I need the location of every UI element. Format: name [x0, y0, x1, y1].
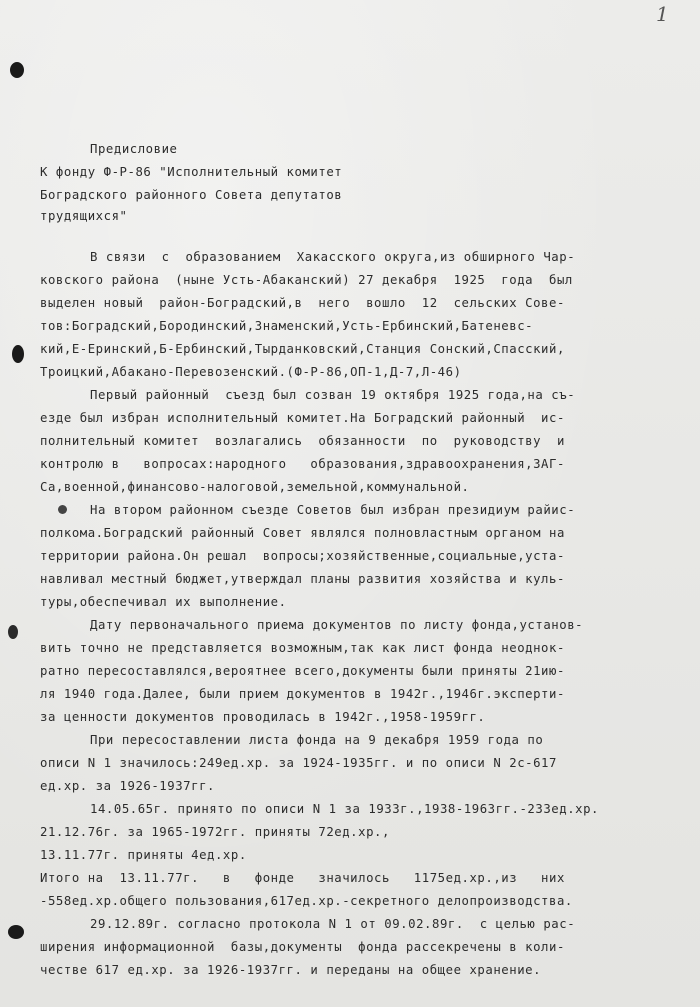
text-line: Итого на 13.11.77г. в фонде значилось 1175ед.хр.,из них: [40, 871, 565, 885]
heading-preface: Предисловие: [90, 142, 178, 156]
text-line: Дату первоначального приема документов по листу фонда,установ-: [90, 618, 584, 632]
punch-hole-mark: [8, 925, 24, 939]
text-line: выделен новый район-Боградский,в него вошло 12 сельских Сове-: [40, 296, 565, 310]
heading-line: Боградского районного Совета депутатов: [40, 188, 343, 202]
punch-hole-mark: [10, 62, 24, 78]
punch-hole-mark: [12, 345, 24, 363]
text-line: Первый районный съезд был созван 19 октября 1925 года,на съ-: [90, 388, 576, 402]
ink-spot-mark: [58, 505, 67, 514]
text-line: ковского района (ныне Усть-Абаканский) 27 декабря 1925 года был: [40, 273, 573, 287]
page-number: 1: [656, 2, 669, 26]
text-line: вить точно не представляется возможным,так как лист фонда неоднок-: [40, 641, 565, 655]
text-line: езде был избран исполнительный комитет.На Боградский районный ис-: [40, 411, 565, 425]
text-line: 14.05.65г. принято по описи N 1 за 1933г.,1938-1963гг.-233ед.хр.: [90, 802, 600, 816]
text-line: ширения информационной базы,документы фонда рассекречены в коли-: [40, 940, 565, 954]
text-line: -558ед.хр.общего пользования,617ед.хр.-секретного делопроизводства.: [40, 894, 573, 908]
text-line: контролю в вопросах:народного образования,здравоохранения,ЗАГ-: [40, 457, 565, 471]
text-line: В связи с образованием Хакасского округа,из обширного Чар-: [90, 250, 576, 264]
text-line: 13.11.77г. приняты 4ед.хр.: [40, 848, 247, 862]
heading-line: К фонду Ф-Р-86 "Исполнительный комитет: [40, 165, 343, 179]
text-line: При пересоставлении листа фонда на 9 декабря 1959 года по: [90, 733, 544, 747]
text-line: за ценности документов проводилась в 1942г.,1958-1959гг.: [40, 710, 486, 724]
text-line: ратно пересоставлялся,вероятнее всего,документы были приняты 21ию-: [40, 664, 565, 678]
text-line: туры,обеспечивал их выполнение.: [40, 595, 287, 609]
text-line: ля 1940 года.Далее, были прием документов в 1942г.,1946г.эксперти-: [40, 687, 565, 701]
punch-hole-mark: [8, 625, 18, 639]
text-line: полнительный комитет возлагались обязанности по руководству и: [40, 434, 565, 448]
heading-line: трудящихся": [40, 209, 128, 223]
text-line: Са,военной,финансово-налоговой,земельной,коммунальной.: [40, 480, 470, 494]
text-line: описи N 1 значилось:249ед.хр. за 1924-1935гг. и по описи N 2с-617: [40, 756, 557, 770]
text-line: честве 617 ед.хр. за 1926-1937гг. и переданы на общее хранение.: [40, 963, 542, 977]
text-line: полкома.Боградский районный Совет являлся полновластным органом на: [40, 526, 565, 540]
text-line: На втором районном съезде Советов был избран президиум райис-: [90, 503, 576, 517]
text-line: тов:Боградский,Бородинский,Знаменский,Усть-Ербинский,Батеневс-: [40, 319, 534, 333]
text-line: 29.12.89г. согласно протокола N 1 от 09.02.89г. с целью рас-: [90, 917, 576, 931]
text-line: Троицкий,Абакано-Перевозенский.(Ф-Р-86,ОП-1,Д-7,Л-46): [40, 365, 462, 379]
text-line: кий,Е-Еринский,Б-Ербинский,Тырданковский,Станция Сонский,Спасский,: [40, 342, 565, 356]
text-line: 21.12.76г. за 1965-1972гг. приняты 72ед.хр.,: [40, 825, 390, 839]
text-line: территории района.Он решал вопросы;хозяйственные,социальные,уста-: [40, 549, 565, 563]
text-line: навливал местный бюджет,утверждал планы развития хозяйства и куль-: [40, 572, 565, 586]
text-line: ед.хр. за 1926-1937гг.: [40, 779, 215, 793]
